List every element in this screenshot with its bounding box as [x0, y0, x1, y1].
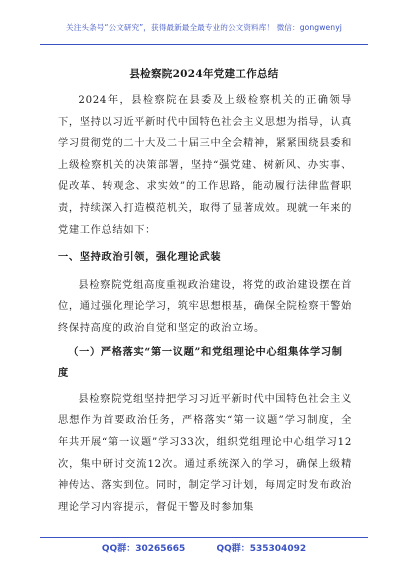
document-body: [58, 90, 352, 518]
header-divider: [40, 44, 368, 45]
document-title: 县检察院2024年党建工作总结: [129, 68, 279, 80]
qq-group-1: QQ群：30265665: [101, 544, 186, 554]
footer-divider: [40, 537, 368, 538]
intro-paragraph: 2024年，县检察院在县委及上级检察机关的正确领导下，坚持以习近平新时代中国特色社会主义思想为指导，认真学习贯彻党的二十大及二十届三中全会精神，紧紧围绕县委和上级检察机关的决策部署，坚持“强党建、树新风、办实事、促改革、转观念、求实效”的工作思路，能动履行法律监督职责，持续深入打造模范机关，取得了显著成效。现就一年来的党建工作总结如下：: [58, 95, 352, 236]
section-heading: 一、坚持政治引领，强化理论武装: [58, 251, 222, 264]
qq-group-2: QQ群：535304092: [216, 544, 307, 554]
top-banner: 关注头条号“公文研究”，获得最新最全最专业的公文资料库！ 微信：gongwenyj: [66, 23, 342, 32]
subsection-heading: （一）严格落实“第一议题”和党组理论中心组集体学习制度: [58, 345, 343, 380]
section-paragraph: 县检察院党组高度重视政治建设，将党的政治建设摆在首位，通过强化理论学习，筑牢思想根基，确保全院检察干警始终保持高度的政治自觉和坚定的政治立场。: [58, 279, 352, 334]
footer-contact: [0, 541, 408, 554]
subsection-paragraph: 县检察院党组坚持把学习习近平新时代中国特色社会主义思想作为首要政治任务，严格落实“第一议题”学习制度，全年共开展“第一议题”学习33次，组织党组理论中心组学习12次，集中研讨交流12次。通过系统深入的学习，确保上级精神传达、落实到位。同时，制定学习计划，每周定时发布政治理论学习内容提示，督促干警及时参加集: [58, 393, 352, 513]
